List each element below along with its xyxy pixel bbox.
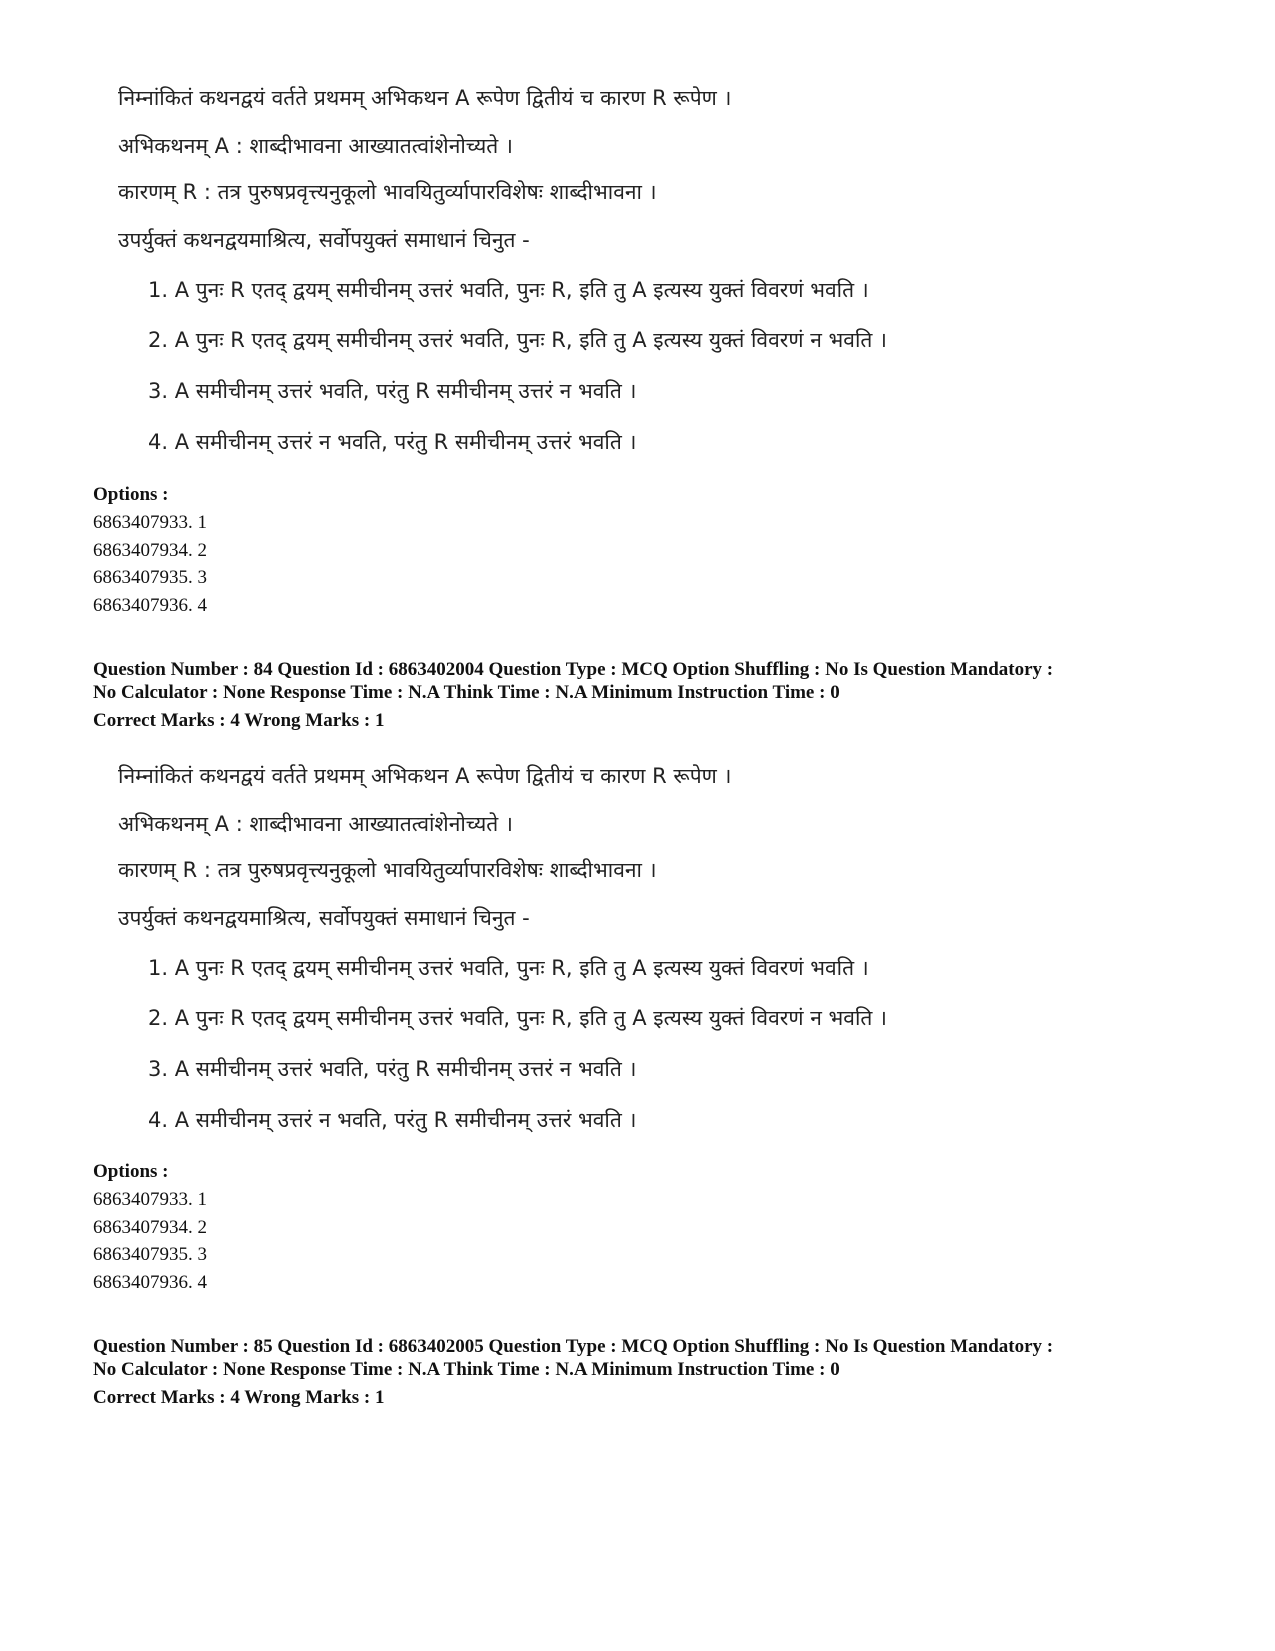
option-row: 6863407936. 4 bbox=[93, 1272, 207, 1293]
question-statement: निम्नांकितं कथनद्वयं वर्तते प्रथमम् अभिकथन A रूपेण द्वितीयं च कारण R रूपेण । bbox=[118, 764, 732, 788]
choice-1: 1. A पुनः R एतद् द्वयम् समीचीनम् उत्तरं भवति, पुनः R, इति तु A इत्यस्य युक्तं विवरणं भवति । bbox=[148, 956, 869, 980]
option-row: 6863407936. 4 bbox=[93, 595, 207, 616]
option-row: 6863407934. 2 bbox=[93, 1217, 207, 1238]
instruction-text: उपर्युक्तं कथनद्वयमाश्रित्य, सर्वोपयुक्तं समाधानं चिनुत - bbox=[118, 228, 530, 252]
question-84-meta-line2: No Calculator : None Response Time : N.A Think Time : N.A Minimum Instruction Time : 0 bbox=[93, 682, 840, 703]
reason-text: कारणम् R : तत्र पुरुषप्रवृत्त्यनुकूलो भावयितुर्व्यापारविशेषः शाब्दीभावना । bbox=[118, 180, 657, 204]
option-row: 6863407934. 2 bbox=[93, 540, 207, 561]
choice-2: 2. A पुनः R एतद् द्वयम् समीचीनम् उत्तरं भवति, पुनः R, इति तु A इत्यस्य युक्तं विवरणं न भवति । bbox=[148, 1006, 888, 1030]
option-row: 6863407933. 1 bbox=[93, 1189, 207, 1210]
question-85-meta-line2: No Calculator : None Response Time : N.A Think Time : N.A Minimum Instruction Time : 0 bbox=[93, 1359, 840, 1380]
assertion-text: अभिकथनम् A : शाब्दीभावना आख्यातत्वांशेनोच्यते । bbox=[118, 812, 513, 836]
question-84-marks: Correct Marks : 4 Wrong Marks : 1 bbox=[93, 710, 385, 731]
choice-2: 2. A पुनः R एतद् द्वयम् समीचीनम् उत्तरं भवति, पुनः R, इति तु A इत्यस्य युक्तं विवरणं न भवति । bbox=[148, 328, 888, 352]
options-label: Options : bbox=[93, 484, 169, 505]
option-row: 6863407933. 1 bbox=[93, 512, 207, 533]
choice-1: 1. A पुनः R एतद् द्वयम् समीचीनम् उत्तरं भवति, पुनः R, इति तु A इत्यस्य युक्तं विवरणं भवति । bbox=[148, 278, 869, 302]
choice-4: 4. A समीचीनम् उत्तरं न भवति, परंतु R समीचीनम् उत्तरं भवति । bbox=[148, 430, 637, 454]
assertion-text: अभिकथनम् A : शाब्दीभावना आख्यातत्वांशेनोच्यते । bbox=[118, 134, 513, 158]
question-84-meta-line1: Question Number : 84 Question Id : 6863402004 Question Type : MCQ Option Shuffling : No Is Question Mandatory : bbox=[93, 659, 1054, 680]
choice-3: 3. A समीचीनम् उत्तरं भवति, परंतु R समीचीनम् उत्तरं न भवति । bbox=[148, 1057, 637, 1081]
question-85-marks: Correct Marks : 4 Wrong Marks : 1 bbox=[93, 1387, 385, 1408]
option-row: 6863407935. 3 bbox=[93, 567, 207, 588]
question-statement: निम्नांकितं कथनद्वयं वर्तते प्रथमम् अभिकथन A रूपेण द्वितीयं च कारण R रूपेण । bbox=[118, 86, 732, 110]
choice-4: 4. A समीचीनम् उत्तरं न भवति, परंतु R समीचीनम् उत्तरं भवति । bbox=[148, 1108, 637, 1132]
reason-text: कारणम् R : तत्र पुरुषप्रवृत्त्यनुकूलो भावयितुर्व्यापारविशेषः शाब्दीभावना । bbox=[118, 858, 657, 882]
options-label: Options : bbox=[93, 1161, 169, 1182]
instruction-text: उपर्युक्तं कथनद्वयमाश्रित्य, सर्वोपयुक्तं समाधानं चिनुत - bbox=[118, 906, 530, 930]
option-row: 6863407935. 3 bbox=[93, 1244, 207, 1265]
choice-3: 3. A समीचीनम् उत्तरं भवति, परंतु R समीचीनम् उत्तरं न भवति । bbox=[148, 379, 637, 403]
question-85-meta-line1: Question Number : 85 Question Id : 6863402005 Question Type : MCQ Option Shuffling : No Is Question Mandatory : bbox=[93, 1336, 1054, 1357]
